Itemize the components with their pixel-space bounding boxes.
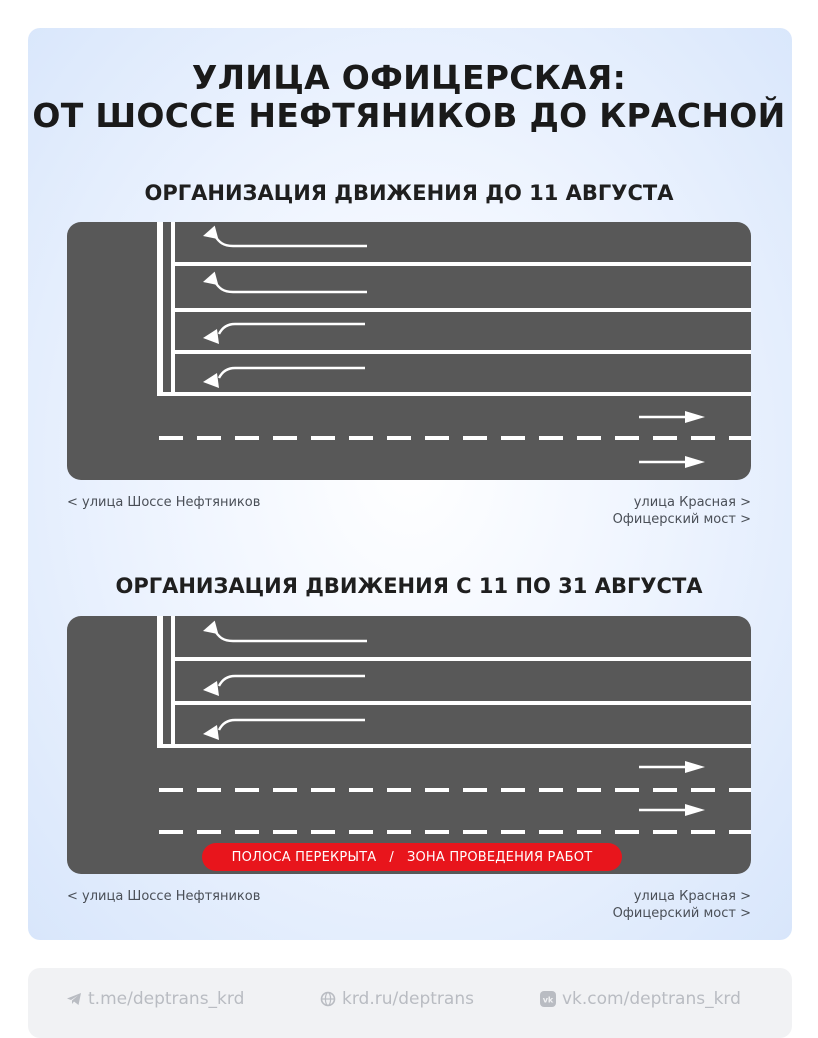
footer-link-site[interactable]: [320, 989, 474, 1009]
footer-link-telegram-text: t.me/deptrans_krd: [88, 989, 245, 1009]
scheme1-lane-divider: [171, 262, 751, 266]
closed-lane-badge: ПОЛОСА ПЕРЕКРЫТА / ЗОНА ПРОВЕДЕНИЯ РАБОТ: [202, 843, 622, 871]
scheme2-right-label-line1: улица Красная >: [633, 889, 751, 904]
scheme2-lane-divider: [157, 744, 751, 748]
scheme2-right-label: [613, 888, 751, 922]
vk-icon: [540, 991, 556, 1007]
svg-text:vk: vk: [542, 995, 554, 1005]
scheme1-lane-edge: [171, 222, 175, 396]
scheme2-stop-line: [157, 616, 163, 748]
scheme1-lane-divider: [171, 350, 751, 354]
scheme1-right-label: [613, 494, 751, 528]
page-title-line1: УЛИЦА ОФИЦЕРСКАЯ:: [191, 58, 627, 97]
scheme1-right-label-line1: улица Красная >: [633, 495, 751, 510]
scheme1-left-label: < улица Шоссе Нефтяников: [67, 495, 261, 510]
footer-link-vk-text: vk.com/deptrans_krd: [562, 989, 741, 1009]
scheme1-heading: ОРГАНИЗАЦИЯ ДВИЖЕНИЯ ДО 11 АВГУСТА: [144, 181, 674, 205]
scheme2-lane-divider: [171, 701, 751, 705]
scheme1-lane-divider: [157, 392, 751, 396]
scheme2-heading: ОРГАНИЗАЦИЯ ДВИЖЕНИЯ С 11 ПО 31 АВГУСТА: [115, 574, 703, 598]
footer-link-site-text: krd.ru/deptrans: [342, 989, 474, 1009]
scheme1-stop-line: [157, 222, 163, 396]
scheme2-left-label: < улица Шоссе Нефтяников: [67, 889, 261, 904]
footer-link-telegram[interactable]: [66, 989, 244, 1009]
scheme1-road-diagram: [67, 222, 751, 480]
scheme2-right-label-line2: Офицерский мост >: [612, 906, 751, 921]
scheme2-road-diagram: [67, 616, 751, 874]
footer-link-vk[interactable]: [540, 989, 741, 1009]
page-title-line2: ОТ ШОССЕ НЕФТЯНИКОВ ДО КРАСНОЙ: [32, 96, 786, 135]
scheme2-lane-divider: [171, 657, 751, 661]
scheme2-lane-edge: [171, 616, 175, 748]
telegram-icon: [66, 991, 82, 1007]
scheme1-lane-divider: [171, 308, 751, 312]
globe-icon: [320, 991, 336, 1007]
scheme1-right-label-line2: Офицерский мост >: [612, 512, 751, 527]
